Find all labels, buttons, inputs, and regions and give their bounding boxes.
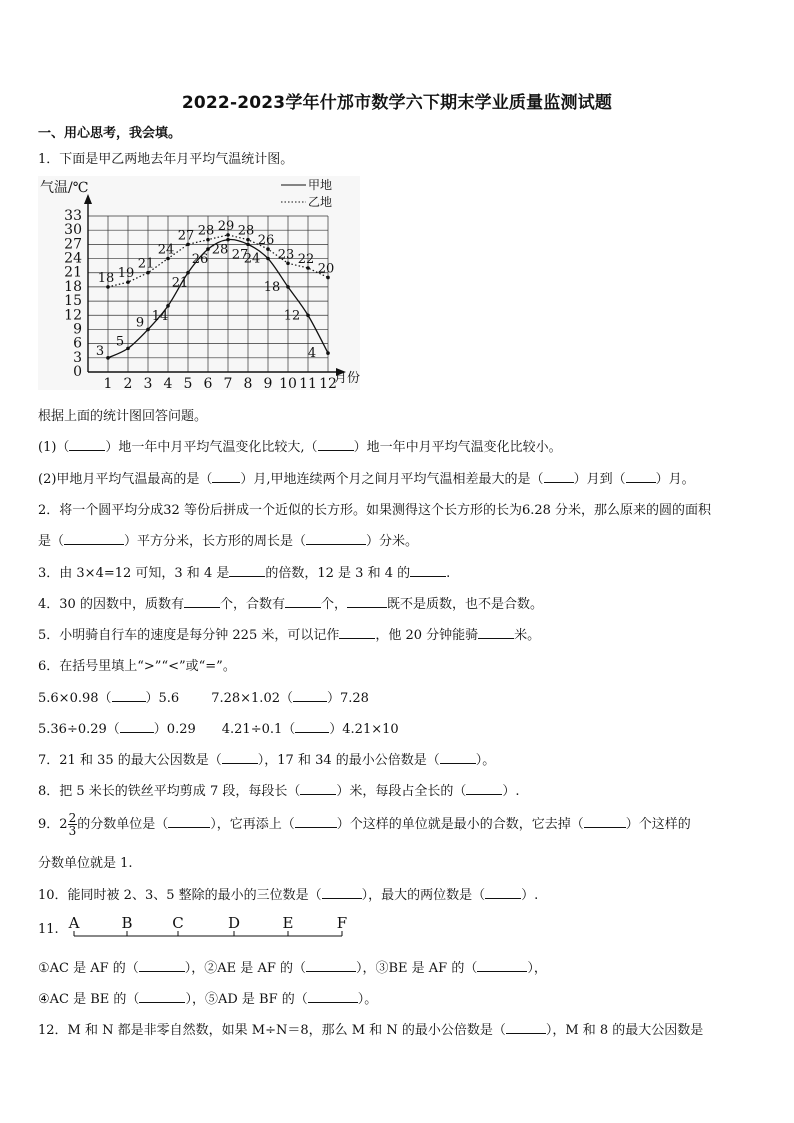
answer-blank[interactable] — [293, 689, 327, 702]
answer-blank[interactable] — [478, 626, 514, 639]
x-tick-label: 12 — [319, 376, 337, 392]
q4: 4．30 的因数中，质数有 个，合数有 个， 既不是质数，也不是合数。 — [38, 597, 543, 612]
data-label: 22 — [297, 252, 315, 267]
y-axis-label: 气温/℃ — [40, 180, 89, 196]
x-axis-label: 月份 — [334, 371, 361, 386]
q10: 10．能同时被 2、3、5 整除的最小的三位数是（ ），最大的两位数是（ ）. — [38, 888, 539, 903]
q6-text: 6．在括号里填上“>”“<”或“=”。 — [38, 659, 236, 674]
data-point — [166, 304, 170, 308]
data-point — [286, 285, 290, 289]
data-label: 28 — [197, 223, 215, 239]
q2-line1: 2．将一个圆平均分成32 等份后拼成一个近似的长方形。如果测得这个长方形的长为6.28 分米，那么原来的圆的面积 — [38, 503, 712, 518]
data-point — [266, 257, 270, 261]
x-tick-label: 9 — [263, 376, 273, 392]
q8: 8．把 5 米长的铁丝平均剪成 7 段，每段长（ ）米，每段占全长的（ ）. — [38, 784, 520, 799]
q2-line2: 是（ ）平方分米，长方形的周长是（ ）分米。 — [38, 534, 419, 549]
data-point — [106, 356, 110, 360]
answer-blank[interactable] — [477, 959, 527, 972]
answer-blank[interactable] — [69, 438, 105, 451]
y-tick-label: 0 — [73, 364, 82, 380]
answer-blank[interactable] — [322, 886, 362, 899]
q5: 5．小明骑自行车的速度是每分钟 225 米，可以记作 ，他 20 分钟能骑 米。 — [38, 628, 541, 643]
segment-point-label: C — [172, 914, 184, 932]
data-point — [146, 328, 150, 332]
q11-label: 11. — [38, 922, 59, 937]
segment-point-label: F — [336, 914, 348, 932]
data-label: 28 — [211, 242, 229, 258]
chart-svg — [38, 176, 360, 390]
data-label: 12 — [283, 308, 301, 324]
q6-row1: 5.6×0.98（ ）5.6 7.28×1.02（ ）7.28 — [38, 691, 369, 706]
y-tick-label: 21 — [64, 264, 82, 281]
answer-blank[interactable] — [222, 751, 258, 764]
y-tick-label: 27 — [64, 236, 82, 253]
data-point — [326, 351, 330, 355]
answer-blank[interactable] — [212, 470, 240, 483]
answer-blank[interactable] — [544, 470, 574, 483]
data-point — [246, 243, 250, 247]
data-label: 28 — [237, 223, 255, 239]
q1-part1: (1)（ ）地一年中月平均气温变化比较大,（ ）地一年中月平均气温变化比较小。 — [38, 440, 562, 455]
x-tick-label: 1 — [103, 376, 113, 392]
answer-blank[interactable] — [410, 564, 446, 577]
answer-blank[interactable] — [285, 595, 321, 608]
section-heading: 一、用心思考，我会填。 — [38, 126, 182, 141]
x-tick-label: 3 — [143, 376, 153, 392]
q3: 3．由 3×4=12 可知，3 和 4 是 的倍数，12 是 3 和 4 的 . — [38, 566, 451, 581]
data-label: 21 — [137, 256, 155, 272]
data-label: 23 — [277, 247, 295, 263]
data-label: 14 — [151, 308, 169, 324]
answer-blank[interactable] — [184, 595, 220, 608]
segment-point-label: D — [227, 914, 241, 932]
q1-text: 1．下面是甲乙两地去年月平均气温统计图。 — [38, 152, 294, 167]
data-label: 24 — [157, 242, 175, 258]
q12: 12．M 和 N 都是非零自然数，如果 M÷N＝8，那么 M 和 N 的最小公倍数是（ ），M 和 8 的最大公因数是 — [38, 1023, 704, 1038]
answer-blank[interactable] — [306, 959, 356, 972]
answer-blank[interactable] — [308, 990, 358, 1003]
answer-blank[interactable] — [64, 532, 124, 545]
x-tick-label: 11 — [299, 376, 317, 392]
answer-blank[interactable] — [306, 532, 366, 545]
segment-figure — [68, 912, 362, 942]
data-label: 5 — [115, 334, 125, 350]
data-label: 24 — [243, 251, 261, 267]
data-point — [306, 313, 310, 317]
data-point — [206, 247, 210, 251]
q1-part2: (2)甲地月平均气温最高的是（ ）月,甲地连续两个月之间月平均气温相差最大的是（ ）月到（ ）月。 — [38, 472, 695, 487]
segment-point-label: A — [68, 914, 80, 932]
answer-blank[interactable] — [584, 815, 626, 828]
legend-label: 乙地 — [308, 195, 333, 209]
data-point — [226, 238, 230, 242]
answer-blank[interactable] — [626, 470, 656, 483]
data-label: 3 — [95, 343, 105, 359]
legend-label: 甲地 — [308, 178, 333, 192]
answer-blank[interactable] — [440, 751, 476, 764]
data-label: 27 — [231, 247, 249, 263]
y-tick-label: 30 — [64, 222, 82, 239]
answer-blank[interactable] — [139, 959, 185, 972]
segment-point-label: E — [282, 914, 294, 932]
answer-blank[interactable] — [339, 626, 375, 639]
y-tick-label: 24 — [64, 250, 82, 267]
answer-blank[interactable] — [112, 689, 146, 702]
data-label: 9 — [135, 315, 145, 331]
y-tick-label: 33 — [64, 208, 82, 224]
data-label: 27 — [177, 228, 195, 244]
x-tick-label: 2 — [123, 376, 133, 392]
segment-svg — [68, 912, 362, 942]
q9-line2: 分数单位就是 1. — [38, 856, 133, 871]
q1-after: 根据上面的统计图回答问题。 — [38, 409, 208, 424]
y-tick-label: 3 — [73, 349, 82, 366]
data-point — [186, 271, 190, 275]
data-label: 18 — [263, 279, 281, 295]
x-tick-label: 7 — [223, 376, 233, 392]
answer-blank[interactable] — [295, 720, 329, 733]
data-point — [126, 347, 130, 351]
q11-row1: ①AC 是 AF 的（ ），②AE 是 AF 的（ ），③BE 是 AF 的（ ）， — [38, 961, 547, 976]
x-tick-label: 8 — [243, 376, 253, 392]
x-tick-label: 4 — [163, 376, 173, 392]
y-tick-label: 12 — [64, 307, 82, 324]
page-title: 2022-2023学年什邡市数学六下期末学业质量监测试题 — [181, 93, 613, 113]
answer-blank[interactable] — [300, 782, 336, 795]
data-label: 21 — [171, 275, 189, 291]
x-tick-label: 5 — [183, 376, 193, 392]
answer-blank[interactable] — [295, 815, 337, 828]
answer-blank[interactable] — [168, 815, 210, 828]
temperature-chart — [38, 176, 360, 390]
x-tick-label: 6 — [203, 376, 213, 392]
answer-blank[interactable] — [485, 886, 521, 899]
data-label: 29 — [217, 218, 235, 234]
answer-blank[interactable] — [139, 990, 185, 1003]
answer-blank[interactable] — [506, 1021, 546, 1034]
answer-blank[interactable] — [466, 782, 502, 795]
segment-point-label: B — [121, 914, 133, 932]
answer-blank[interactable] — [229, 564, 265, 577]
data-label: 18 — [97, 270, 115, 286]
x-tick-label: 10 — [279, 376, 297, 392]
data-label: 26 — [257, 233, 275, 249]
data-label: 26 — [191, 252, 209, 268]
answer-blank[interactable] — [318, 438, 354, 451]
data-label: 19 — [117, 266, 135, 282]
y-tick-label: 18 — [64, 278, 82, 295]
q6-row2: 5.36÷0.29（ ）0.29 4.21÷0.1（ ）4.21×10 — [38, 722, 399, 737]
y-tick-label: 9 — [73, 321, 82, 338]
data-label: 4 — [307, 346, 317, 362]
y-tick-label: 15 — [64, 293, 82, 310]
answer-blank[interactable] — [120, 720, 154, 733]
q7: 7．21 和 35 的最大公因数是（ ），17 和 34 的最小公倍数是（ ）。 — [38, 753, 496, 768]
q9-line1: 9．2 $\frac{2}{3}$ 的分数单位是（ ），它再添上（ ）个这样的单位就是最小的合数，它去掉（ ）个这样的 — [38, 811, 691, 838]
q11-row2: ④AC 是 BE 的（ ），⑤AD 是 BF 的（ ）。 — [38, 992, 378, 1007]
y-tick-label: 6 — [73, 335, 82, 352]
mixed-fraction: $\frac{2}{3}$ — [68, 811, 77, 838]
answer-blank[interactable] — [347, 595, 387, 608]
data-label: 20 — [317, 261, 335, 277]
